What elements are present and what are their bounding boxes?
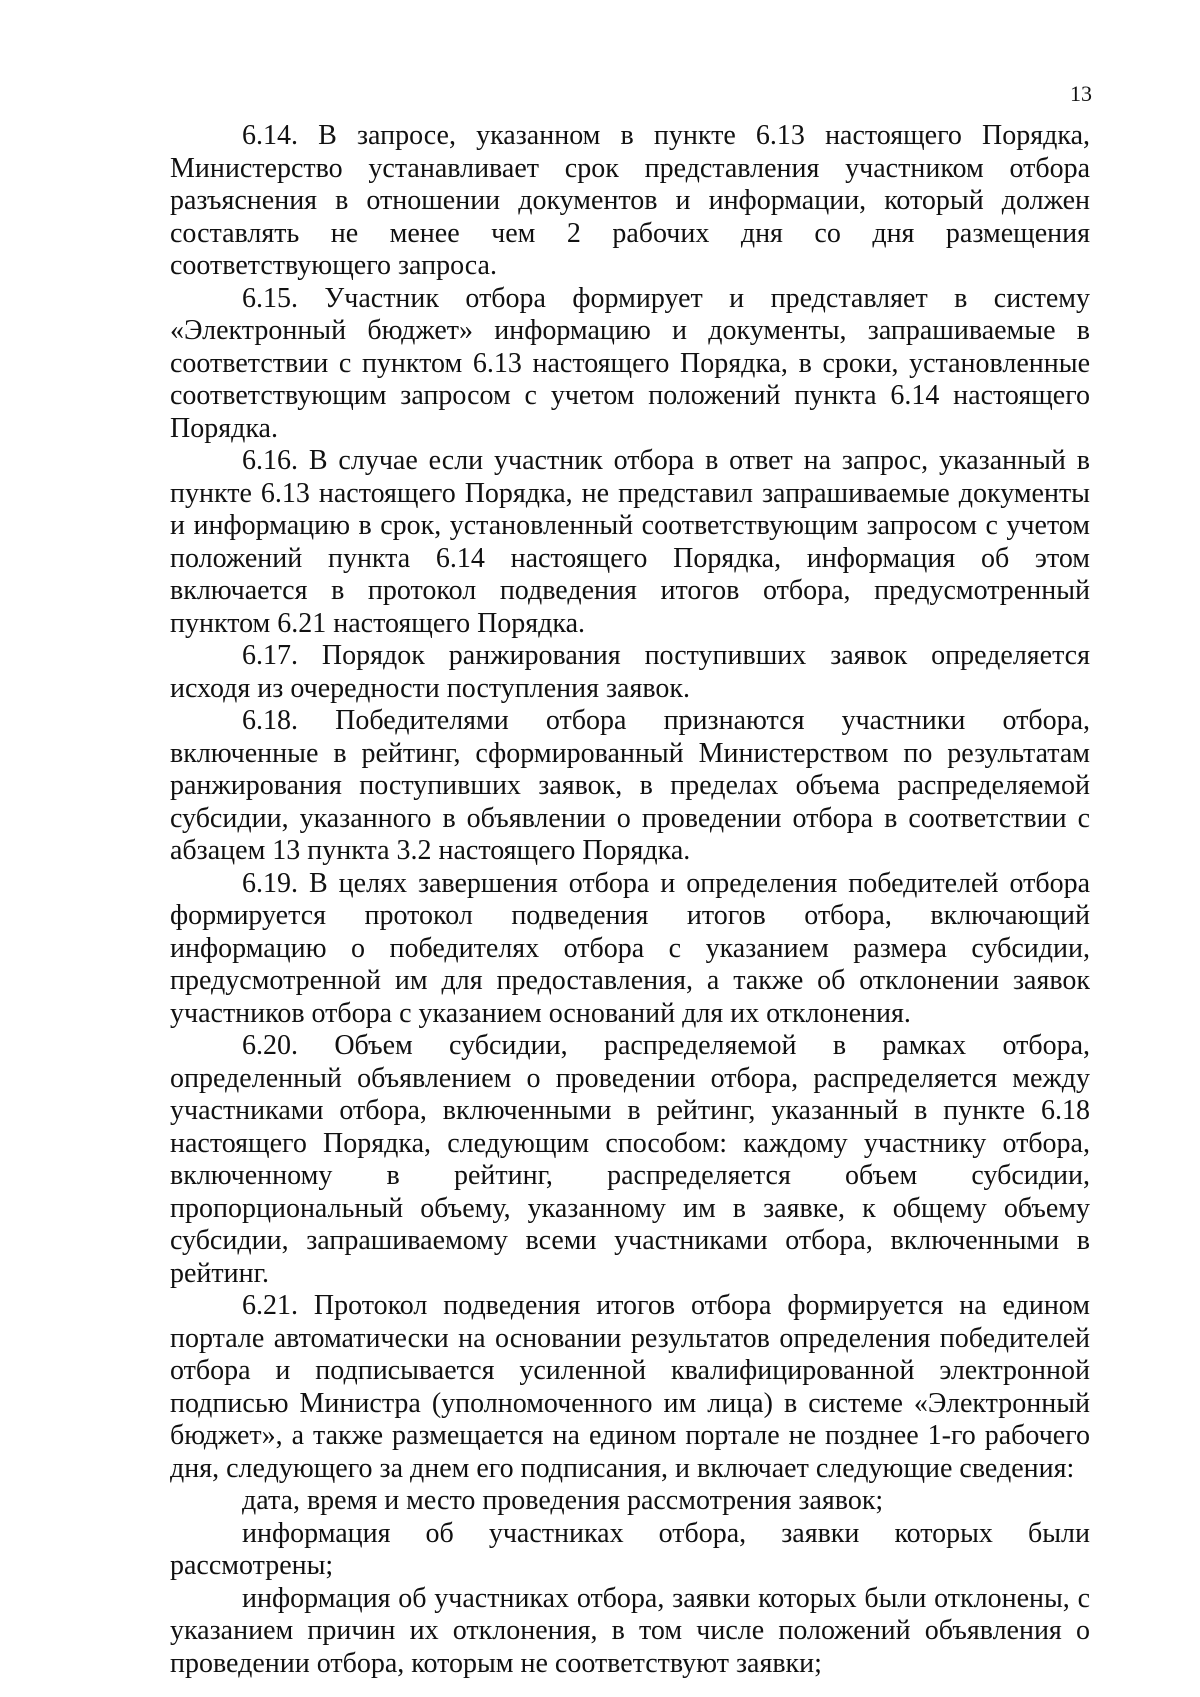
page-number: 13 <box>1070 81 1092 106</box>
document-body <box>170 120 1090 1680</box>
paragraph-6-21: 6.21. Протокол подведения итогов отбора формируется на едином портале автоматически на основании результатов определения победителей отбора и подписывается усиленной квалифицированной электронной подписью Министра (уполномоченного им лица) в системе «Электронный бюджет», а также размещается на едином портале не позднее 1-го рабочего дня, следующего за днем его подписания, и включает следующие сведения: <box>170 1290 1090 1484</box>
list-item-reviewed-participants: информация об участниках отбора, заявки которых были рассмотрены; <box>170 1517 1090 1581</box>
paragraph-6-15: 6.15. Участник отбора формирует и представляет в систему «Электронный бюджет» информацию и документы, запрашиваемые в соответствии с пунктом 6.13 настоящего Порядка, в сроки, установленные соответствующим запросом с учетом положений пункта 6.14 настоящего Порядка. <box>170 282 1090 444</box>
paragraph-6-17: 6.17. Порядок ранжирования поступивших заявок определяется исходя из очередности поступления заявок. <box>170 640 1090 704</box>
paragraph-6-18: 6.18. Победителями отбора признаются участники отбора, включенные в рейтинг, сформированный Министерством по результатам ранжирования поступивших заявок, в пределах объема распределяемой субсидии, указанного в объявлении о проведении отбора в соответствии с абзацем 13 пункта 3.2 настоящего Порядка. <box>170 705 1090 866</box>
paragraph-6-16: 6.16. В случае если участник отбора в ответ на запрос, указанный в пункте 6.13 настоящего Порядка, не представил запрашиваемые документы и информацию в срок, установленный соответствующим запросом с учетом положений пункта 6.14 настоящего Порядка, информация об этом включается в протокол подведения итогов отбора, предусмотренный пунктом 6.21 настоящего Порядка. <box>170 445 1090 639</box>
paragraph-6-19: 6.19. В целях завершения отбора и определения победителей отбора формируется протокол подведения итогов отбора, включающий информацию о победителях отбора с указанием размера субсидии, предусмотренной им для предоставления, а также об отклонении заявок участников отбора с указанием оснований для их отклонения. <box>170 867 1090 1029</box>
list-item-date-time-place: дата, время и место проведения рассмотрения заявок; <box>242 1485 884 1516</box>
paragraph-6-20: 6.20. Объем субсидии, распределяемой в рамках отбора, определенный объявлением о проведении отбора, распределяется между участниками отбора, включенными в рейтинг, указанный в пункте 6.18 настоящего Порядка, следующим способом: каждому участнику отбора, включенному в рейтинг, распределяется объем субсидии, пропорциональный объему, указанному им в заявке, к общему объему субсидии, запрашиваемому всеми участниками отбора, включенными в рейтинг. <box>170 1030 1090 1289</box>
list-item-rejected-participants: информация об участниках отбора, заявки которых были отклонены, с указанием причин их отклонения, в том числе положений объявления о проведении отбора, которым не соответствуют заявки; <box>170 1582 1090 1679</box>
paragraph-6-14: 6.14. В запросе, указанном в пункте 6.13 настоящего Порядка, Министерство устанавливает срок представления участником отбора разъяснения в отношении документов и информации, который должен составлять не менее чем 2 рабочих дня со дня размещения соответствующего запроса. <box>170 120 1090 281</box>
